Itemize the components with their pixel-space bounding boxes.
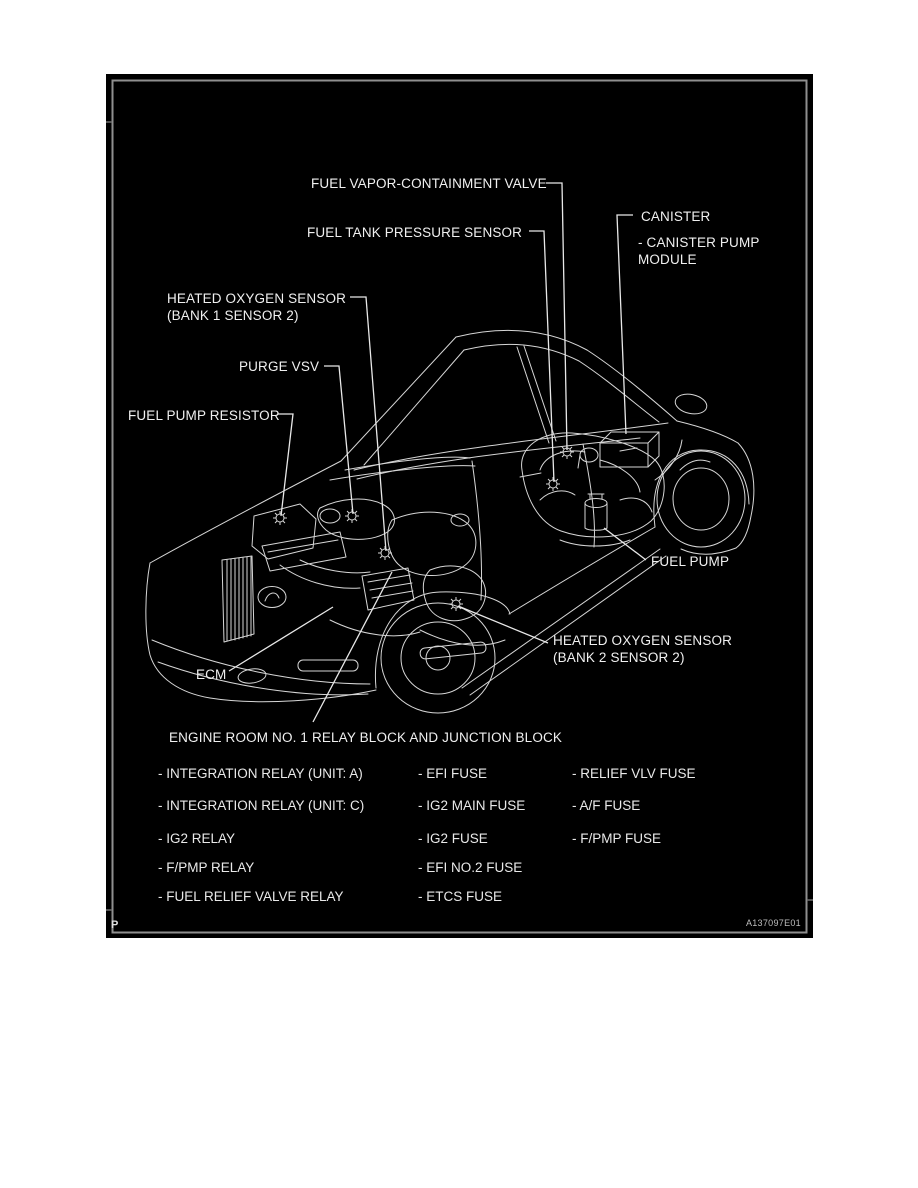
legend-item: - IG2 RELAY	[158, 831, 236, 846]
callout-text: (BANK 2 SENSOR 2)	[553, 650, 685, 665]
callout-fuel-vapor-containment-valve	[311, 175, 547, 192]
figure-code: A137097E01	[745, 918, 801, 928]
callout-text: (BANK 1 SENSOR 2)	[167, 308, 299, 323]
legend-item: - F/PMP FUSE	[572, 831, 662, 846]
callout-ecm	[196, 666, 226, 683]
callout-heated-oxygen-sensor-bank1	[167, 290, 346, 324]
callout-fuel-pump-resistor	[128, 407, 280, 424]
legend-item: - RELIEF VLV FUSE	[572, 766, 696, 781]
legend-item: - IG2 MAIN FUSE	[418, 798, 526, 813]
legend-item: - INTEGRATION RELAY (UNIT: A)	[158, 766, 363, 781]
fuel-pump-art	[585, 494, 607, 530]
canister-art	[578, 432, 659, 468]
callout-text: FUEL TANK PRESSURE SENSOR	[307, 225, 523, 240]
callout-fuel-tank-pressure-sensor	[307, 224, 522, 241]
legend-item: - FUEL RELIEF VALVE RELAY	[158, 889, 344, 904]
legend-item: - IG2 FUSE	[418, 831, 488, 846]
callout-text: HEATED OXYGEN SENSOR	[167, 291, 347, 306]
callout-text: - CANISTER PUMP	[638, 235, 760, 250]
legend-item: - INTEGRATION RELAY (UNIT: C)	[158, 798, 365, 813]
callout-text: HEATED OXYGEN SENSOR	[553, 633, 733, 648]
callout-text: PURGE VSV	[239, 359, 320, 374]
legend-heading-text: ENGINE ROOM NO. 1 RELAY BLOCK AND JUNCTION BLOCK	[169, 730, 563, 745]
legend-item: - EFI NO.2 FUSE	[418, 860, 523, 875]
callout-text: FUEL VAPOR-CONTAINMENT VALVE	[311, 176, 547, 191]
legend-item: - F/PMP RELAY	[158, 860, 255, 875]
legend-item: - ETCS FUSE	[418, 889, 503, 904]
callout-fuel-pump	[651, 553, 729, 570]
callout-canister	[641, 208, 710, 225]
callout-text: MODULE	[638, 252, 697, 267]
legend-item: - EFI FUSE	[418, 766, 488, 781]
legend-heading	[169, 729, 562, 746]
callout-heated-oxygen-sensor-bank2	[553, 632, 732, 666]
callout-text: CANISTER	[641, 209, 711, 224]
callout-text: ECM	[196, 667, 227, 682]
callout-purge-vsv	[239, 358, 319, 375]
page-marker: P	[111, 919, 119, 931]
callout-canister-pump-module	[638, 234, 760, 268]
callout-text: FUEL PUMP RESISTOR	[128, 408, 280, 423]
legend-item: - A/F FUSE	[572, 798, 641, 813]
callout-text: FUEL PUMP	[651, 554, 730, 569]
